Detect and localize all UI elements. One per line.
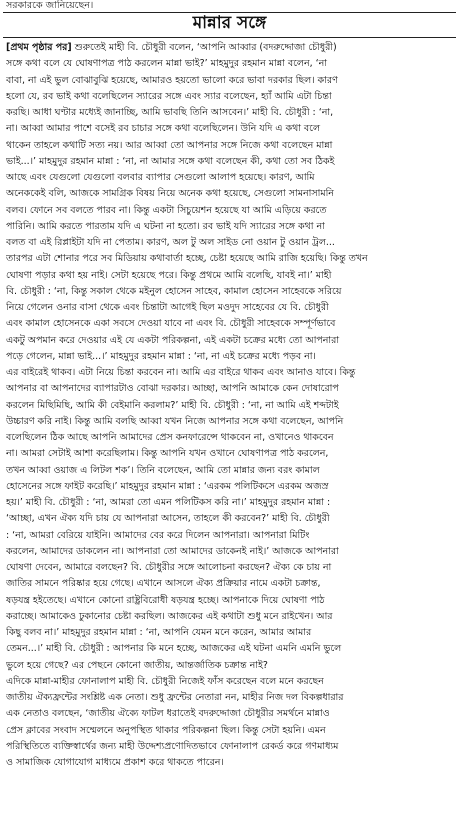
- article-headline: মান্নার সঙ্গে: [192, 13, 267, 33]
- article-line: বলব। ফোনে সব বলতে পারব না। কিন্তু একটা সিচুয়েশন হয়েছে যা আমি এড়িয়ে করতে: [6, 204, 327, 216]
- continuation-tag: [প্রথম পৃষ্ঠার পর]: [6, 42, 72, 53]
- article-line: করাচ্ছে। আমাকেও ঢুকানোর চেষ্টা করছিল। আজকের এই কথাটা শুধু মনে রাইখেন। আর: [6, 610, 333, 622]
- article-line: পারিনি। আমি করতে পারতাম যদি এ ঘটনা না হতো। রব ভাই যদি স্যারের সঙ্গে কথা না: [6, 220, 325, 232]
- article-line: করলেন মিছিমিছি, আমি কী বেইমানি করলাম?’ মাহী বি. চৌধুরী : ‘না, না আমি এই শব্দটাই: [6, 399, 339, 411]
- article-line-text: শুরুতেই মাহী বি. চৌধুরী বলেন, ‘আপনি আব্বার (বদরুদ্দোজা চৌধুরী): [71, 42, 337, 53]
- headline-divider: [3, 37, 456, 38]
- article-line: আছে এবং যেগুলো যেগুলো বলবার ব্যাপার সেগুলো আলাপ হয়েছে। কারণ, আমি: [6, 172, 315, 183]
- article-line: ভাই...।’ মাহমুদুর রহমান মান্না : ‘না, না আমার সঙ্গে কথা বলেছেন কী, কথা তো সব ঠিকই: [6, 155, 335, 167]
- article-line: প্রেস ক্লাবের সংবাদ সম্মেলনে অনুপস্থিত থাকার পরিকল্পনা ছিল। কিন্তু সেটা হয়নি। এমন: [6, 724, 326, 736]
- article-line: ঘোষণা পড়ার কথা হয় নাই। সেটা হয়েছে পরে। কিন্তু প্রথমে আমি বলেছি, যাবই না।’ মাহী: [6, 269, 332, 281]
- article-line: অনেককেই বলি, আজকে সামগ্রিক বিষয় নিয়ে অনেক কথা হয়েছে, সেগুলো সামনাসামনি: [6, 188, 334, 200]
- article-line: ঘোষণা দেবেন, আমারে বলছেন? বি. চৌধুরীর সঙ্গে আলোচনা করছেন? ঐক্য কে চায় না: [6, 562, 332, 573]
- article-line: : ‘না, আমরা বেরিয়ে যাইনি। আমাদের বের করে দিলেন আপনারা। আপনারা মিটিং: [6, 529, 310, 541]
- article-line: ভুলে হয়ে গেছে? এর পেছনে কোনো জাতীয়, আন্তর্জাতিক চক্রান্ত নাই?: [6, 659, 268, 671]
- article-line: [6, 40, 453, 56]
- article-line: না। আব্বা আমার পাশে বসেই রব চাচার সঙ্গে কথা বলেছিলেন। উনি যদি এ কথা বলে: [6, 123, 321, 135]
- article-line: ও সামাজিক যোগাযোগ মাধ্যমে প্রকাশ করে থাকতে পারেন।: [6, 757, 224, 768]
- article-line: না। আমরা সেটাই আশা করেছিলাম। কিন্তু আপনি যখন ওখানে ঘোষণাপত্র পাঠ করলেন,: [6, 448, 329, 460]
- article-line: বলত বা এই রিপ্লাইটা যদি না পেতাম। কারণ, অল টু অল সাইড নো ওয়ান টু ওয়ান ট্রল...: [6, 237, 335, 248]
- article-line: একটু অপমান করে দেওয়ার এই যে একটা পরিকল্পনা, এই একটা চক্রের মধ্যে তো আপনারা: [6, 334, 340, 346]
- article-line: হয়।’ মাহী বি. চৌধুরী : ‘না, আমরা তো এমন পলিটিকস করি না।’ মাহমুদুর রহমান মান্না :: [6, 497, 331, 508]
- article-line: এবং কামাল হোসেনকে একা সবসে দেওয়া যাবে না এবং বি. চৌধুরী সাহেবকে সম্পূর্ণভাবে: [6, 318, 336, 330]
- article-line: পড়ে গেলেন, মান্না ভাই...।’ মাহমুদুর রহমান মান্না : ‘না, না এই চক্রের মধ্যে পড়ব না।: [6, 350, 316, 362]
- article-line: কিছু বলব না।’ মাহমুদুর রহমান মান্না : ‘না, আপনি যেমন মনে করেন, আমার আমার: [6, 627, 312, 638]
- article-line: বাবা, না এই ভুল বোঝাবুঝি হয়েছে, আমারও হয়তো ভালো করে ভাবা দরকার ছিল। কারণ: [6, 74, 338, 86]
- article-line: আপনার বা আপনাদের ব্যাপারটাও বোঝা দরকার। আচ্ছা, আপনি আমাকে কেন দোষারোপ: [6, 383, 339, 395]
- article-line: ষড়যন্ত্র হইতেছে। এখানে কোনো রাষ্ট্রবিরোধী ষড়যন্ত্র হচ্ছে। আপনাকে দিয়ে ঘোষণা পাঠ: [6, 594, 325, 606]
- article-line: হোসেনের সঙ্গে ফাইট করেছি।’ মাহমুদুর রহমান মান্না : ‘এরকম পলিটিকসে এরকম অজস্র: [6, 480, 329, 492]
- article-line: করলেন, আমাদের ডাকলেন না। আপনারা তো আমাদের ডাকেনই নাই।’ আজকে আপনারা: [6, 545, 339, 557]
- article-line: ‘আচ্ছা, এখন ঐক্য যদি চায় যে আপনারা আসেন, তাহলে কী করবেন?’ মাহী বি. চৌধুরী: [6, 513, 330, 525]
- article-line: উচ্চারণ করি নাই। কিন্তু আমি বলছি আব্বা যখন নিজে আপনার সঙ্গে কথা বলেছেন, আপনি: [6, 415, 344, 427]
- article-line: করছি। আধা ঘণ্টার মধ্যেই জানাচ্ছি, আমি ভাবছি তিনি আসবেন।’ মাহী বি. চৌধুরী : ‘না,: [6, 107, 334, 118]
- article-line: তখন আব্বা ওয়াজ এ লিটল শক’। তিনি বলেছেন, আমি তো মান্নার জন্য বরং কামাল: [6, 464, 320, 476]
- article-line: সঙ্গে কথা বলে যে ঘোষণাপত্র পাঠ করলেন মান্না ভাই?’ মাহমুদুর রহমান মান্না বলেন, ‘না: [6, 58, 327, 70]
- article-line: বলেছিলেন ঠিক আছে আপনি আমাদের প্রেস কনফারেন্সে থাকবেন না, ওখানেও থাকবেন: [6, 432, 334, 443]
- article-line: এর বাইরেই থাকব। এটা নিয়ে চিন্তা করবেন না। আমি এর বাইরে থাকব এবং আনাও যাবে। কিন্তু: [6, 367, 356, 378]
- article-line: এদিকে মান্না-মাহীর ফোনালাপ মাহী বি. চৌধুরী নিজেই ফাঁস করেছেন বলে মনে করছেন: [6, 675, 324, 687]
- article-line: তেমন...।’ মাহী বি. চৌধুরী : আপনার কি মনে হচ্ছে, আজকের এই ঘটনা এমনি এমনি ভুলে: [6, 643, 342, 655]
- previous-article-tail: সরকারকে জানিয়েছেন।: [6, 0, 94, 11]
- article-body: [6, 40, 453, 825]
- article-line: নিয়ে গেলেন ওনার বাসা থেকে এবং চিন্তাটা আগেই ছিল মওদুদ সাহেবের যে বি. চৌধুরী: [6, 302, 329, 313]
- article-line: হলো যে, রব ভাই কথা বলেছিলেন স্যারের সঙ্গে এবং স্যার বলেছেন, হ্যাঁ আমি এটা চিন্তা: [6, 90, 332, 102]
- article-line: এক নেতাও বলছেন, ‘জাতীয় ঐক্যে ফাটল ধরাতেই বদরুদ্দোজা চৌধুরীর সমর্থনে মান্নাও: [6, 708, 330, 720]
- article-line: তারপর এটা শোনার পরে সব মিডিয়ায় কথাবার্তা হচ্ছে, চেষ্টা হয়েছে আমি রাজি হয়েছি। কিন্তু তখন: [6, 253, 368, 265]
- article-line: জাতীয় ঐক্যফ্রন্টের সংশ্লিষ্ট এক নেতা। শুধু ফ্রন্টের নেতারা নন, মাহীর নিজ দল বিকল্পধারার: [6, 692, 344, 703]
- article-line: বি. চৌধুরী : ‘না, কিন্তু সকাল থেকে মইনুল হোসেন সাহেব, কামাল হোসেন সাহেবকে সরিয়ে: [6, 285, 342, 297]
- article-line: থাকেন তাহলে কথাটি সত্য নয়। আর আব্বা তো আপনার সঙ্গে নিজে কথা বলেছেন মান্না: [6, 139, 333, 151]
- article-line: পরিস্থিতিতে ব্যক্তিস্বার্থের জন্য মাহী উদ্দেশ্যপ্রণোদিতভাবে ফোনালাপ রেকর্ড করে গণমাধ্যম: [6, 740, 339, 752]
- article-line: জাতির সামনে পরিষ্কার হয়ে গেছে। এখানে আসলে ঐক্য প্রক্রিয়ার নামে একটা চক্রান্ত,: [6, 578, 321, 590]
